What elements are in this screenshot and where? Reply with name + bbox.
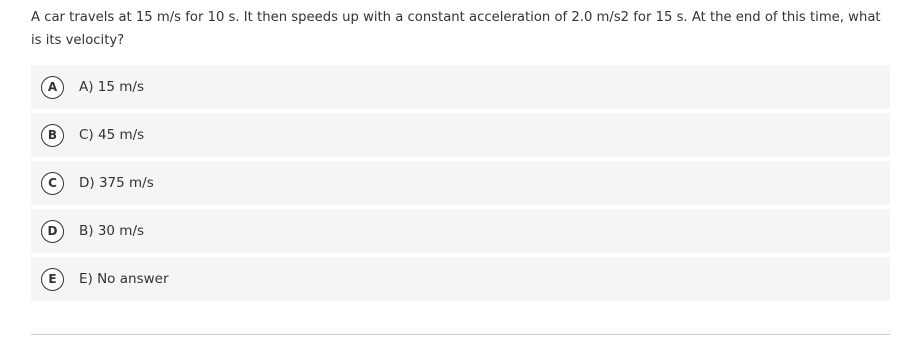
- answer-option-a[interactable]: [31, 65, 890, 109]
- option-label: B) 30 m/s: [79, 223, 145, 239]
- option-label: C) 45 m/s: [79, 127, 145, 143]
- answer-option-e[interactable]: [31, 257, 890, 301]
- question-text: A car travels at 15 m/s for 10 s. It then speeds up with a constant acceleration of 2.0 m/s2 for 15 s. At the end of this time, what is its velocity?: [31, 10, 881, 48]
- option-label: E) No answer: [79, 271, 169, 287]
- option-label: D) 375 m/s: [79, 175, 154, 191]
- answer-option-b[interactable]: [31, 113, 890, 157]
- answer-option-d[interactable]: [31, 209, 890, 253]
- option-letter-badge: C: [41, 172, 64, 195]
- option-letter-badge: B: [41, 124, 64, 147]
- answer-option-c[interactable]: [31, 161, 890, 205]
- option-label: A) 15 m/s: [79, 79, 144, 95]
- bottom-divider: [31, 334, 890, 335]
- answer-options: [31, 65, 890, 305]
- option-letter-badge: E: [41, 268, 64, 291]
- option-letter-badge: A: [41, 76, 64, 99]
- option-letter-badge: D: [41, 220, 64, 243]
